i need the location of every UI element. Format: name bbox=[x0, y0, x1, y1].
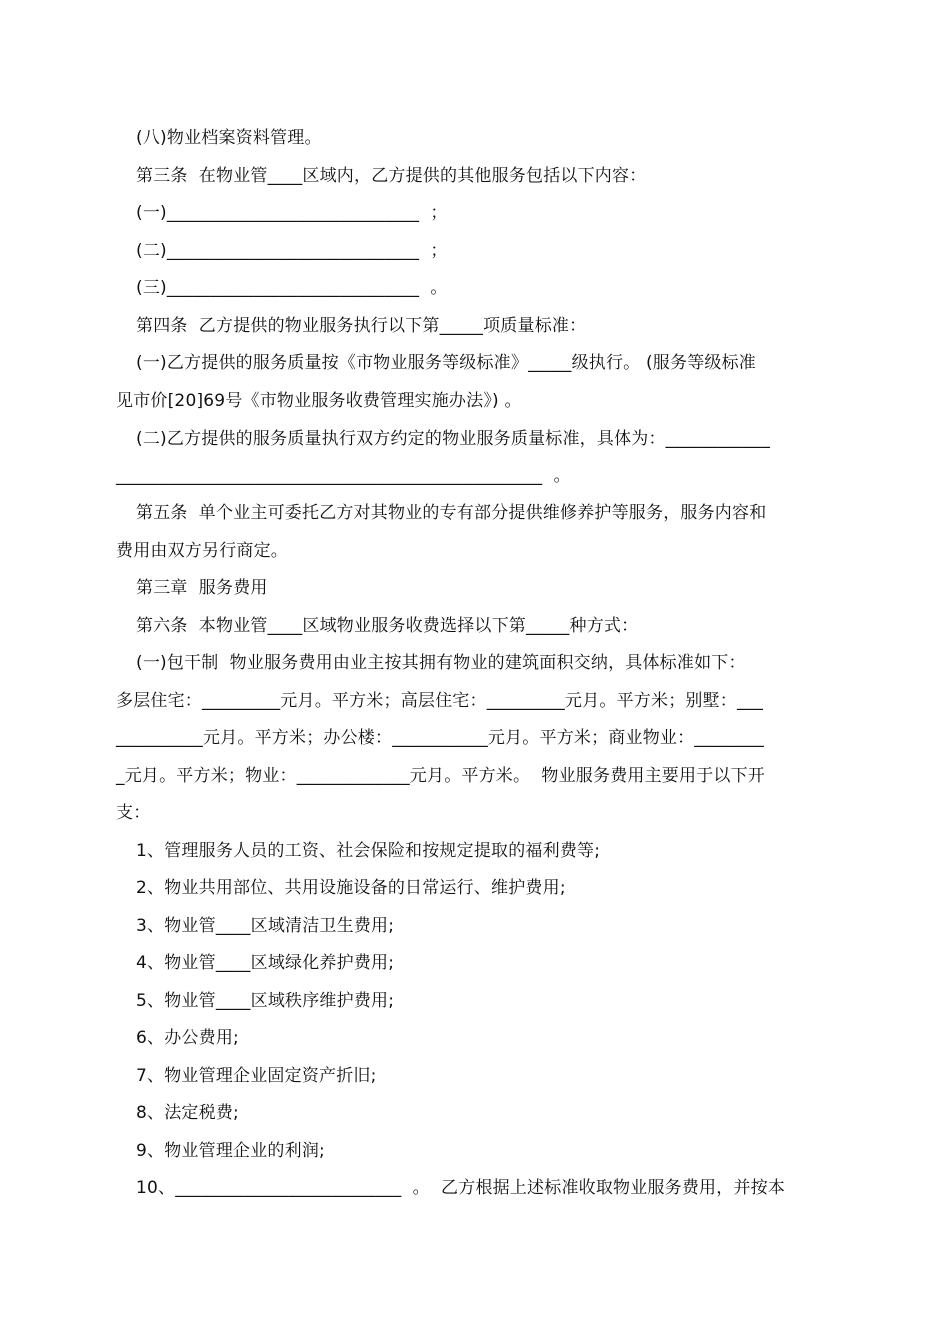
article-4-item-1-cont: 见市价[20]69号《市物业服务收费管理实施办法》) 。 bbox=[116, 391, 522, 411]
article-3-item-3: (三)_____________________________ 。 bbox=[136, 278, 448, 298]
article-6-item-1: (一)包干制 物业服务费用由业主按其拥有物业的建筑面积交纳，具体标准如下： bbox=[136, 653, 746, 673]
article-5: 第五条 单个业主可委托乙方对其物业的专有部分提供维修养护等服务，服务内容和 bbox=[136, 503, 767, 523]
fee-standard-line-1: 多层住宅：_________元月。平方米；高层住宅：_________元月。平方米；别墅：___ bbox=[116, 691, 764, 711]
fee-standard-line-2: __________元月。平方米；办公楼：___________元月。平方米；商业物业：________ bbox=[116, 728, 764, 748]
article-6-heading: 第六条 本物业管____区域物业服务收费选择以下第_____种方式： bbox=[136, 616, 639, 636]
article-4-item-2: (二)乙方提供的服务质量执行双方约定的物业服务质量标准，具体为：____________ bbox=[136, 429, 771, 449]
article-3-heading: 第三条 在物业管____区域内，乙方提供的其他服务包括以下内容： bbox=[136, 166, 647, 186]
expense-item-3: 3、物业管____区域清洁卫生费用; bbox=[136, 916, 395, 936]
article-4-heading: 第四条 乙方提供的物业服务执行以下第_____项质量标准： bbox=[136, 316, 587, 336]
chapter-3-heading: 第三章 服务费用 bbox=[136, 578, 268, 598]
expense-item-7: 7、物业管理企业固定资产折旧; bbox=[136, 1066, 377, 1086]
item-8-archives: (八)物业档案资料管理。 bbox=[136, 128, 322, 148]
article-3-item-2: (二)_____________________________ ； bbox=[136, 241, 448, 261]
expense-item-9: 9、物业管理企业的利润; bbox=[136, 1141, 325, 1161]
article-4-item-2-cont: _________________________________________________ 。 bbox=[116, 466, 571, 486]
article-3-item-1: (一)_____________________________ ； bbox=[136, 203, 448, 223]
expense-item-6: 6、办公费用; bbox=[136, 1028, 239, 1048]
expense-item-2: 2、物业共用部位、共用设施设备的日常运行、维护费用; bbox=[136, 878, 566, 898]
expense-item-1: 1、管理服务人员的工资、社会保险和按规定提取的福利费等; bbox=[136, 841, 601, 861]
article-5-cont: 费用由双方另行商定。 bbox=[116, 541, 288, 561]
expense-item-10: 10、__________________________ 。 乙方根据上述标准收取物业服务费用，并按本 bbox=[136, 1178, 786, 1198]
expense-item-5: 5、物业管____区域秩序维护费用; bbox=[136, 991, 395, 1011]
fee-standard-line-4: 支： bbox=[116, 803, 151, 823]
article-4-item-1: (一)乙方提供的服务质量按《市物业服务等级标准》_____级执行。 (服务等级标准 bbox=[136, 353, 756, 373]
fee-standard-line-3: _元月。平方米；物业：_____________元月。平方米。 物业服务费用主要用于以下开 bbox=[116, 766, 766, 786]
expense-item-4: 4、物业管____区域绿化养护费用; bbox=[136, 953, 395, 973]
expense-item-8: 8、法定税费; bbox=[136, 1103, 239, 1123]
